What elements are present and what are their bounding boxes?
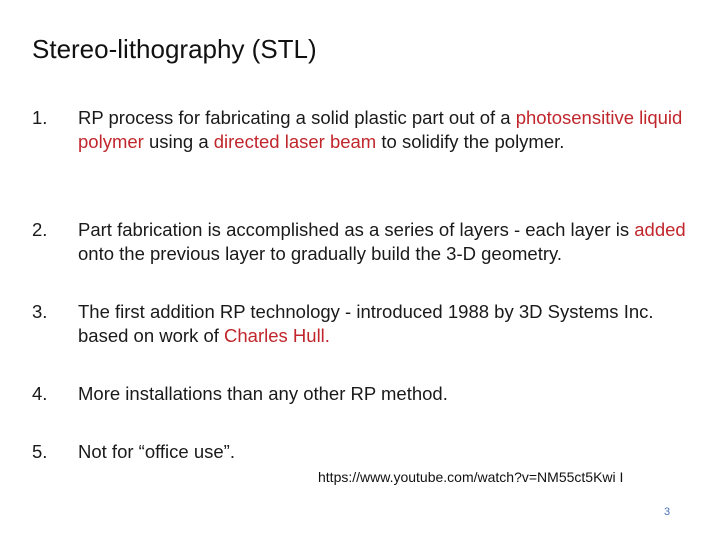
highlighted-text: photosensitive liquid polymer: [78, 107, 683, 152]
highlighted-text: added: [634, 219, 686, 240]
highlighted-text: directed laser beam: [213, 131, 377, 152]
slide-title: Stereo-lithography (STL): [32, 34, 317, 64]
list-item-number: 4.: [32, 383, 48, 404]
text-run: Part fabrication is accomplished as a series of layers - each layer is: [78, 219, 635, 240]
list-item-text: [78, 218, 692, 266]
list-item-number: 3.: [32, 301, 48, 322]
highlighted-text: Charles Hull.: [224, 325, 330, 346]
text-run: Not for “office use”.: [78, 441, 235, 462]
text-run: using a: [143, 131, 214, 152]
list-item: [32, 440, 692, 464]
text-run: onto the previous layer to gradually build the 3-D geometry.: [78, 243, 563, 264]
text-run: RP process for fabricating a solid plastic part out of a: [78, 107, 516, 128]
list-item-number: 1.: [32, 107, 48, 128]
list-item: [32, 300, 692, 348]
list-item-text: [78, 106, 692, 154]
page-number: 3: [664, 506, 671, 518]
text-run: to solidify the polymer.: [376, 131, 565, 152]
text-run: More installations than any other RP method.: [78, 383, 448, 404]
list-item-text: [78, 300, 692, 348]
list-item-number: 5.: [32, 441, 48, 462]
list-item-text: [78, 440, 692, 464]
video-link[interactable]: https://www.youtube.com/watch?v=NM55ct5Kwi I: [318, 469, 624, 485]
text-run: The first addition RP technology - introduced 1988 by 3D Systems Inc. based on work of: [78, 301, 654, 346]
list-item-number: 2.: [32, 219, 48, 240]
list-item: [32, 106, 692, 154]
list-item: [32, 218, 692, 266]
list-item: [32, 382, 692, 406]
list-item-text: [78, 382, 692, 406]
